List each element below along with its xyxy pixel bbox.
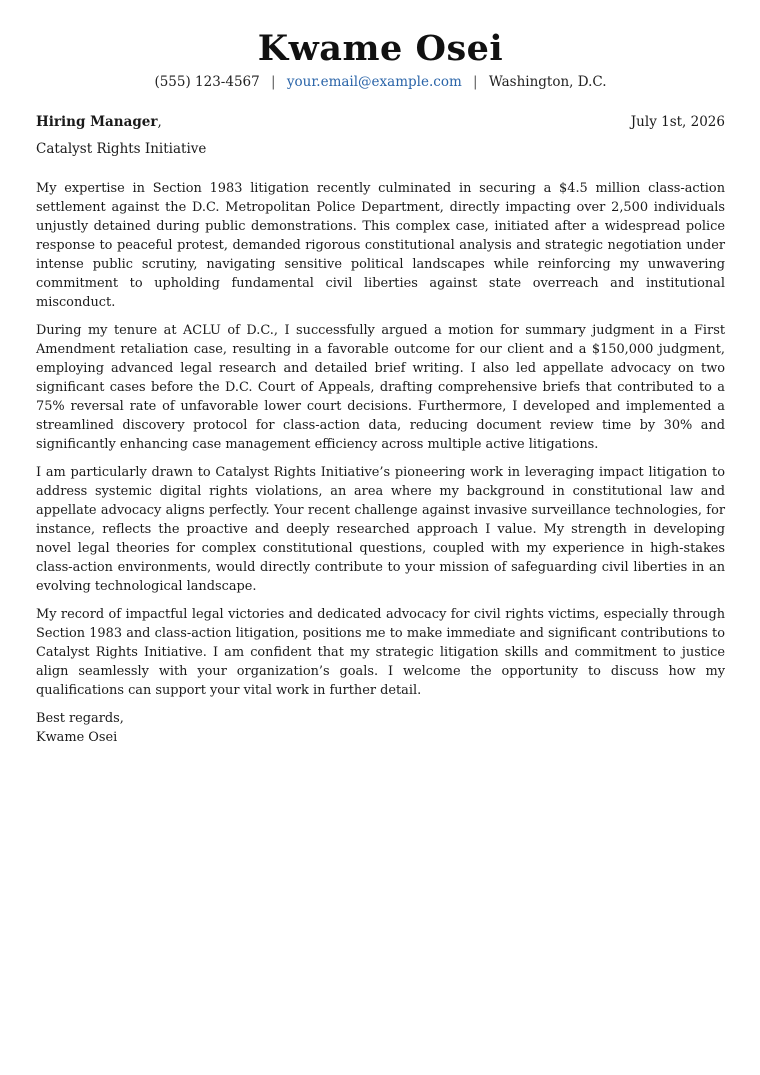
body-paragraph: My expertise in Section 1983 litigation recently culminated in securing a $4.5 million class-action settlement against the D.C. Metropolitan Police Department, directly impacting over 2,500 individuals unjustly detained during public demonstrations. This complex case, initiated after a widespread police response to peaceful protest, demanded rigorous constitutional analysis and strategic negotiation under intense public scrutiny, navigating sensitive political landscapes while reinforcing my unwavering commitment to upholding fundamental civil liberties against state overreach and institutional misconduct. [36,181,725,310]
recipient-line [36,113,162,132]
signature-name: Kwame Osei [36,730,118,745]
recipient-punct: , [157,114,162,130]
body-paragraph: During my tenure at ACLU of D.C., I successfully argued a motion for summary judgment in a First Amendment retaliation case, resulting in a favorable outcome for our client and a $150,000 judgment, employing advanced legal research and detailed brief writing. I also led appellate advocacy on two significant cases before the D.C. Court of Appeals, drafting comprehensive briefs that contributed to a 75% reversal rate of unfavorable lower court decisions. Furthermore, I developed and implemented a streamlined discovery protocol for class-action data, reducing document review time by 30% and significantly enhancing case management efficiency across multiple active litigations. [36,323,725,452]
body-paragraph: I am particularly drawn to Catalyst Rights Initiative’s pioneering work in leveraging impact litigation to address systemic digital rights violations, an area where my background in constitutional law and appellate advocacy aligns perfectly. Your recent challenge against invasive surveillance technologies, for instance, reflects the proactive and deeply researched approach I value. My strength in developing novel legal theories for complex constitutional questions, coupled with my experience in high-stakes class-action environments, would directly contribute to your mission of safeguarding civil liberties in an evolving technological landscape. [36,465,725,594]
cover-letter-page [36,0,725,747]
applicant-name: Kwame Osei [257,28,504,69]
contact-line [36,72,725,92]
body-paragraph: My record of impactful legal victories and dedicated advocacy for civil rights victims, especially through Section 1983 and class-action litigation, positions me to make immediate and significant contributions to Catalyst Rights Initiative. I am confident that my strategic litigation skills and commitment to justice align seamlessly with your organization’s goals. I welcome the opportunity to discuss how my qualifications can support your vital work in further detail. [36,607,725,698]
closing-block [36,709,725,747]
signoff: Best regards, [36,711,124,726]
location: Washington, D.C. [488,74,607,90]
recipient-organization: Catalyst Rights Initiative [36,141,207,157]
contact-separator: | [271,74,276,90]
letter-body [36,179,725,700]
recipient-name: Hiring Manager [36,114,158,130]
email-link[interactable]: your.email@example.com [286,74,462,90]
recipient-date-row [36,113,725,132]
contact-separator: | [473,74,478,90]
letter-date: July 1st, 2026 [630,114,725,130]
phone-number: (555) 123-4567 [154,74,260,90]
